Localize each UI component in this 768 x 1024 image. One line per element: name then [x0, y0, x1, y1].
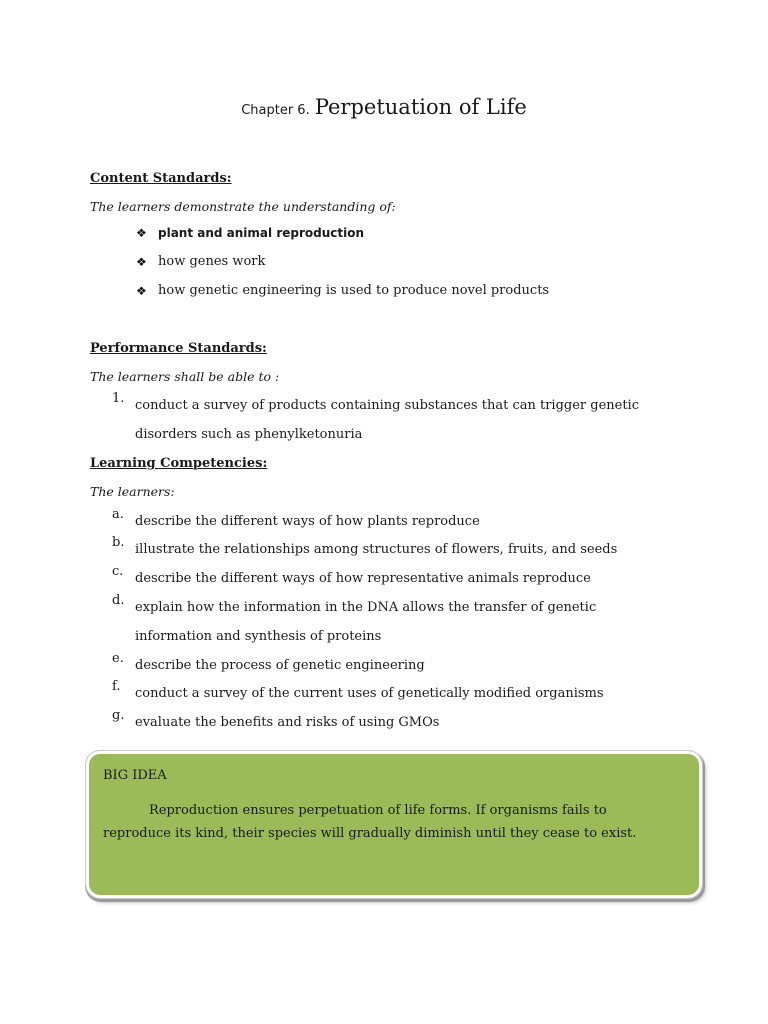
item-number: 1. [112, 391, 125, 406]
big-idea-box [86, 751, 702, 898]
chapter-number: Chapter 6. [241, 103, 310, 118]
item-text: evaluate the benefits and risks of using GMOs [135, 715, 440, 730]
list-item [112, 708, 675, 737]
list-item [112, 507, 675, 536]
list-item [112, 593, 675, 651]
list-item: ❖ plant and animal reproduction [136, 226, 365, 240]
chapter-title: Perpetuation of Life [314, 95, 527, 119]
diamond-bullet-icon: ❖ [136, 226, 147, 240]
content-standards-intro: The learners demonstrate the understanding of: [90, 199, 396, 214]
item-letter: a. [112, 507, 124, 522]
item-letter: b. [112, 535, 125, 550]
item-letter: c. [112, 564, 124, 579]
item-letter: g. [112, 708, 125, 723]
performance-standards-intro: The learners shall be able to : [90, 369, 280, 384]
list-item [112, 391, 675, 449]
item-text: illustrate the relationships among structures of flowers, fruits, and seeds [135, 542, 618, 557]
diamond-bullet-icon: ❖ [136, 283, 147, 298]
performance-standards-heading: Performance Standards: [90, 341, 267, 356]
item-text: conduct a survey of products containing substances that can trigger genetic disorders such as phenylketonuria [135, 398, 639, 442]
big-idea-label: BIG IDEA [103, 768, 167, 783]
item-letter: e. [112, 651, 124, 666]
item-text: explain how the information in the DNA allows the transfer of genetic information and synthesis of proteins [135, 600, 597, 644]
list-item [112, 651, 675, 680]
item-text: describe the different ways of how representative animals reproduce [135, 571, 591, 586]
content-standards-heading: Content Standards: [90, 171, 232, 186]
list-item [112, 535, 675, 564]
list-item: ❖ how genetic engineering is used to produce novel products [136, 283, 550, 298]
item-letter: d. [112, 593, 125, 608]
big-idea-text: Reproduction ensures perpetuation of life forms. If organisms fails to reproduce its kind, their species will gradually diminish until they cease to exist. [103, 803, 637, 841]
list-item: ❖ how genes work [136, 254, 266, 269]
item-letter: f. [112, 679, 121, 694]
diamond-bullet-icon: ❖ [136, 254, 147, 269]
list-item [112, 679, 675, 708]
learning-competencies-intro: The learners: [90, 484, 175, 499]
learning-competencies-heading: Learning Competencies: [90, 456, 268, 471]
item-text: describe the process of genetic engineering [135, 658, 425, 673]
item-text: conduct a survey of the current uses of genetically modified organisms [135, 686, 604, 701]
page-title [0, 95, 768, 119]
list-item [112, 564, 675, 593]
item-text: describe the different ways of how plants reproduce [135, 514, 480, 529]
